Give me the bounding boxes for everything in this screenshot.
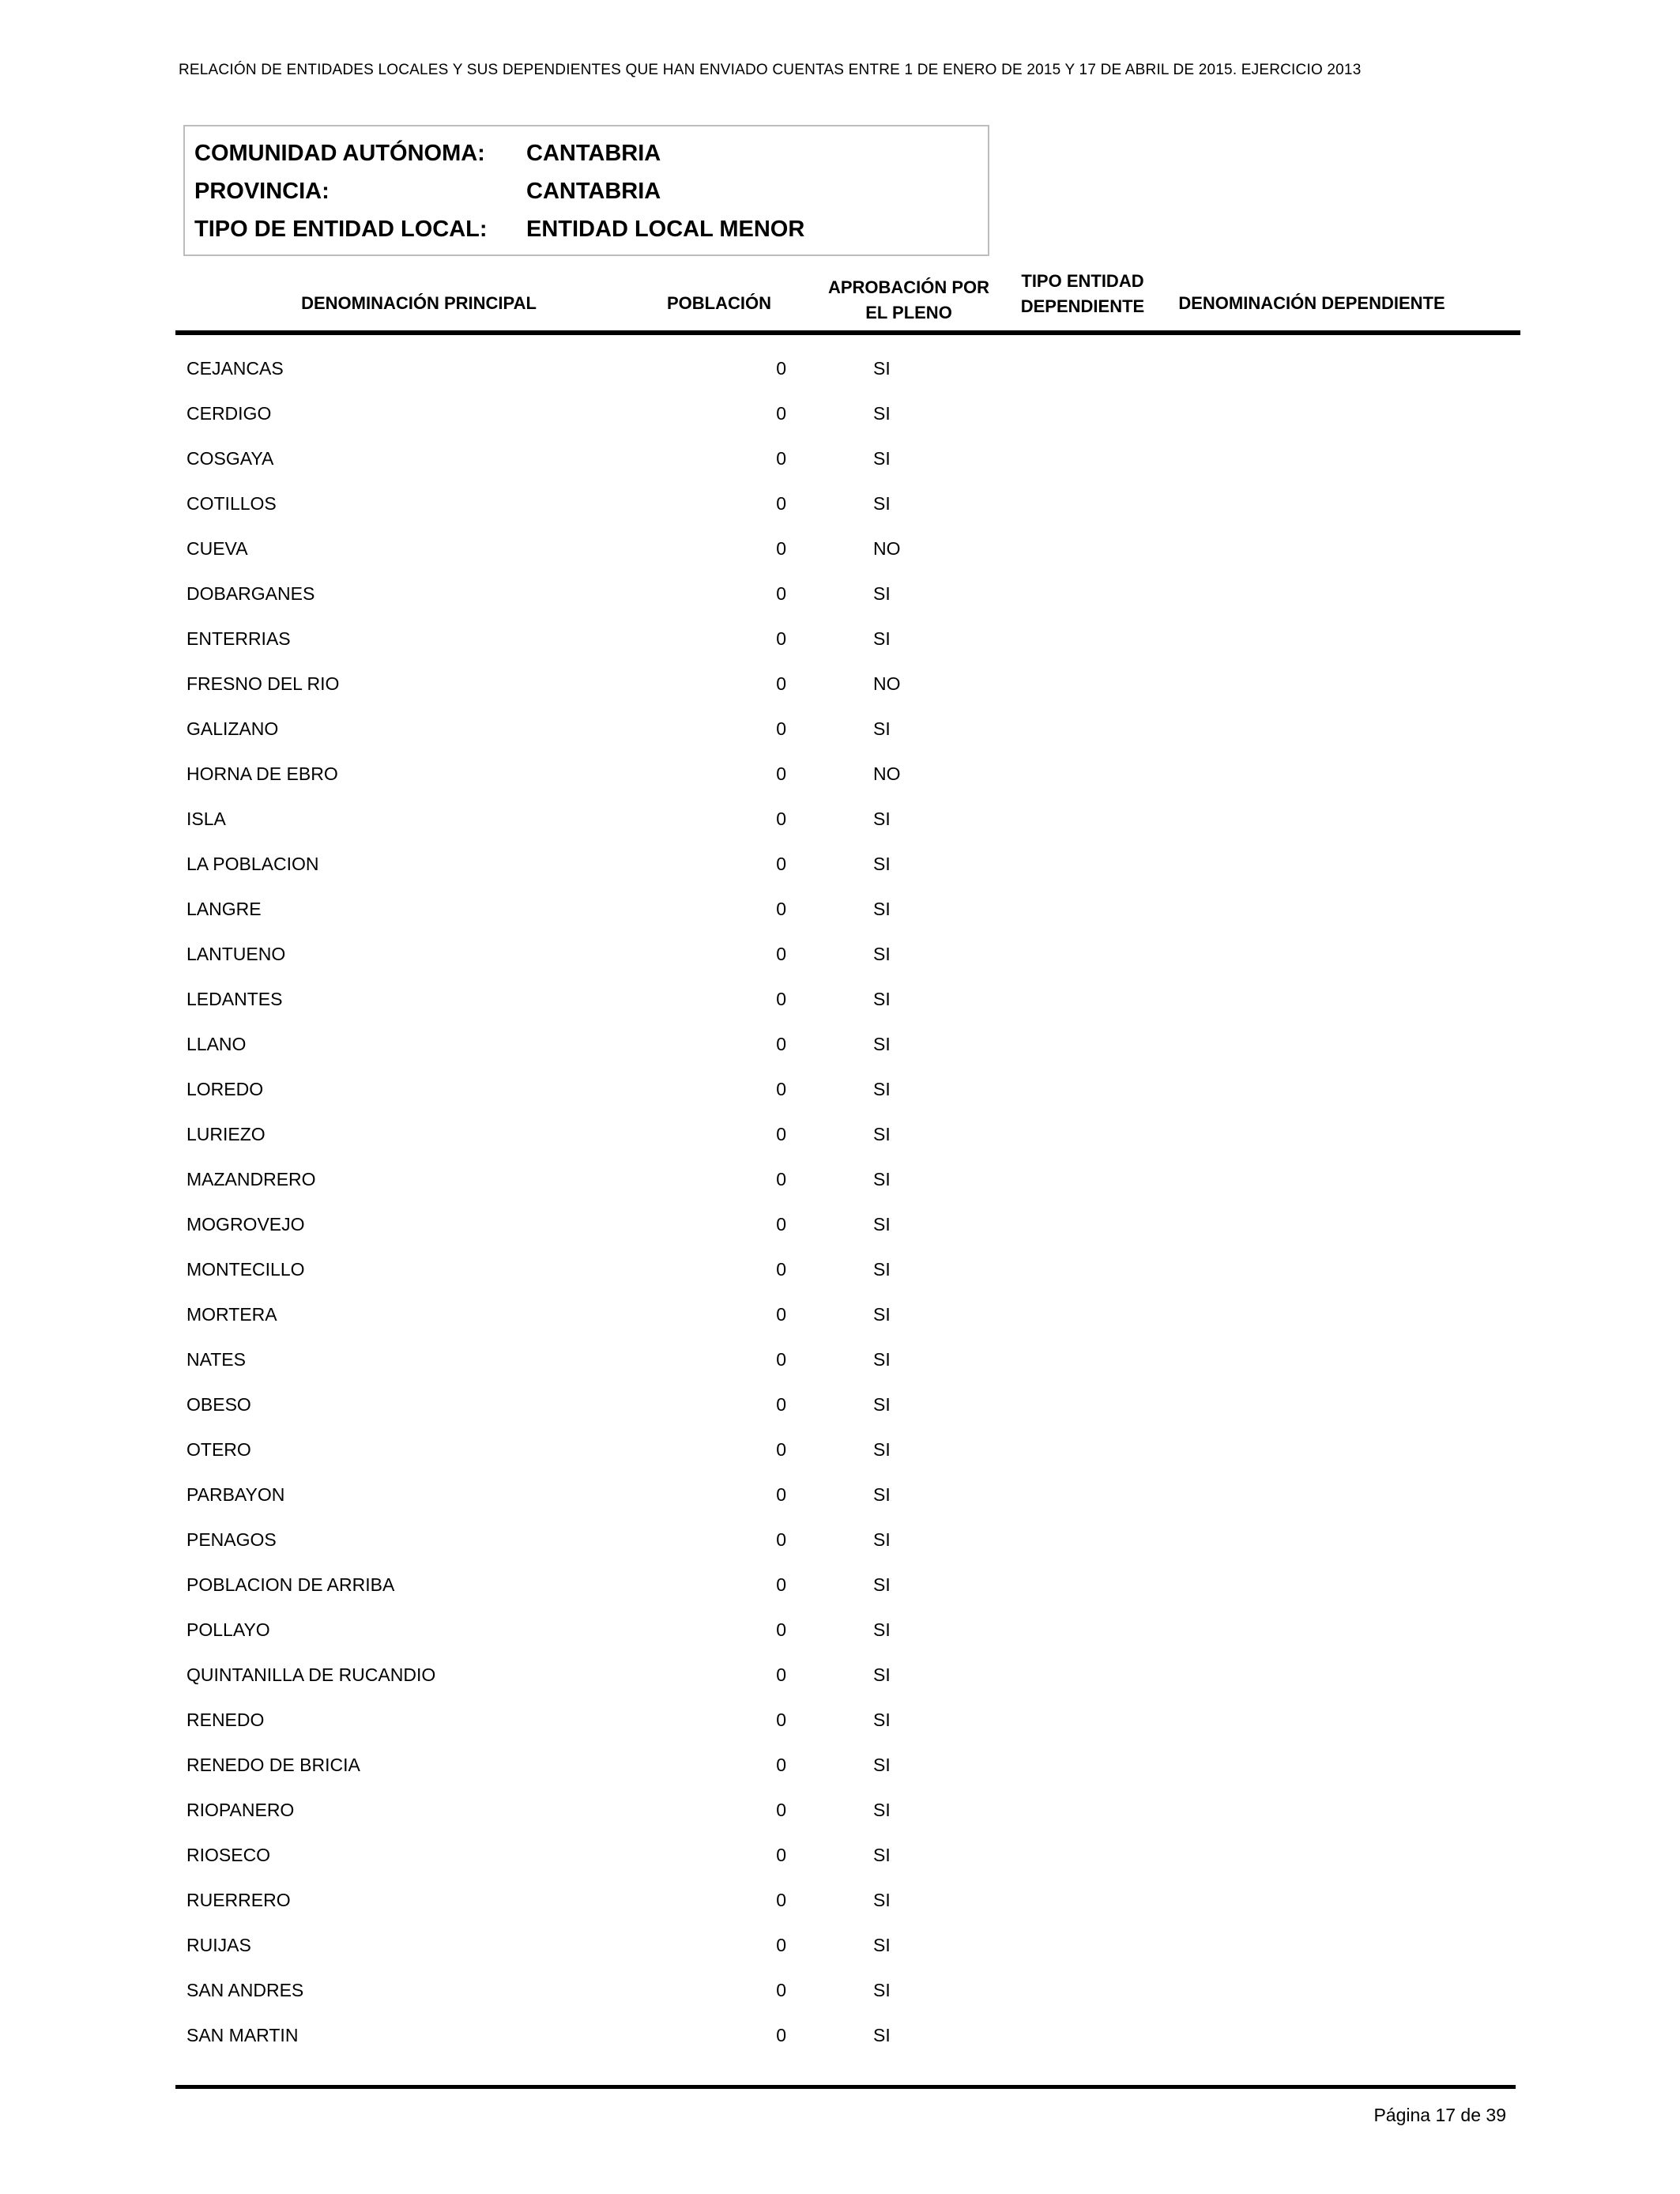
poblacion-cell: 0 bbox=[776, 403, 786, 424]
denominacion-cell: COSGAYA bbox=[186, 448, 274, 469]
poblacion-cell: 0 bbox=[776, 628, 786, 649]
poblacion-cell: 0 bbox=[776, 1034, 786, 1054]
poblacion-cell: 0 bbox=[776, 854, 786, 874]
table-row bbox=[0, 1214, 1680, 1259]
aprobacion-cell: SI bbox=[873, 1304, 891, 1325]
aprobacion-cell: SI bbox=[873, 628, 891, 649]
denominacion-cell: RENEDO bbox=[186, 1710, 265, 1730]
aprobacion-cell: SI bbox=[873, 899, 891, 919]
tipo-header-line2: DEPENDIENTE bbox=[1020, 296, 1145, 316]
poblacion-cell: 0 bbox=[776, 1619, 786, 1640]
tipo-header-line1: TIPO ENTIDAD bbox=[1021, 271, 1144, 291]
aprobacion-cell: SI bbox=[873, 1439, 891, 1460]
aprobacion-cell: SI bbox=[873, 989, 891, 1009]
denominacion-cell: LA POBLACION bbox=[186, 854, 319, 874]
aprobacion-header-line1: APROBACIÓN POR bbox=[827, 277, 990, 297]
table-row bbox=[0, 1124, 1680, 1169]
table-row bbox=[0, 854, 1680, 899]
denominacion-cell: RIOPANERO bbox=[186, 1800, 295, 1820]
denominacion-cell: MORTERA bbox=[186, 1304, 277, 1325]
aprobacion-cell: SI bbox=[873, 718, 891, 739]
poblacion-cell: 0 bbox=[776, 899, 786, 919]
poblacion-cell: 0 bbox=[776, 493, 786, 514]
denominacion-cell: LOREDO bbox=[186, 1079, 264, 1099]
denominacion-cell: OTERO bbox=[186, 1439, 251, 1460]
header-divider bbox=[175, 330, 1520, 335]
poblacion-cell: 0 bbox=[776, 718, 786, 739]
table-row bbox=[0, 2025, 1680, 2070]
tipo-entidad-label: TIPO DE ENTIDAD LOCAL: bbox=[194, 217, 488, 242]
provincia-label: PROVINCIA: bbox=[194, 179, 330, 204]
denominacion-cell: ENTERRIAS bbox=[186, 628, 291, 649]
denominacion-cell: LEDANTES bbox=[186, 989, 283, 1009]
aprobacion-cell: NO bbox=[873, 538, 901, 559]
aprobacion-cell: SI bbox=[873, 1259, 891, 1280]
aprobacion-header-line2: EL PLENO bbox=[865, 303, 952, 322]
poblacion-cell: 0 bbox=[776, 1574, 786, 1595]
denominacion-cell: ISLA bbox=[186, 809, 226, 829]
table-row bbox=[0, 1169, 1680, 1214]
aprobacion-cell: SI bbox=[873, 1980, 891, 2000]
provincia-value: CANTABRIA bbox=[526, 179, 661, 204]
table-row bbox=[0, 989, 1680, 1034]
aprobacion-cell: SI bbox=[873, 1394, 891, 1415]
poblacion-cell: 0 bbox=[776, 1394, 786, 1415]
poblacion-cell: 0 bbox=[776, 1980, 786, 2000]
aprobacion-cell: NO bbox=[873, 673, 901, 694]
poblacion-cell: 0 bbox=[776, 1124, 786, 1144]
denominacion-cell: SAN MARTIN bbox=[186, 2025, 299, 2045]
aprobacion-cell: SI bbox=[873, 1710, 891, 1730]
denominacion-cell: PENAGOS bbox=[186, 1529, 277, 1550]
table-row bbox=[0, 1619, 1680, 1664]
denominacion-cell: MONTECILLO bbox=[186, 1259, 305, 1280]
table-row bbox=[0, 763, 1680, 809]
poblacion-cell: 0 bbox=[776, 1529, 786, 1550]
denominacion-cell: POBLACION DE ARRIBA bbox=[186, 1574, 395, 1595]
table-row bbox=[0, 538, 1680, 583]
aprobacion-cell: SI bbox=[873, 1890, 891, 1910]
table-row bbox=[0, 403, 1680, 448]
table-row bbox=[0, 1574, 1680, 1619]
denominacion-cell: FRESNO DEL RIO bbox=[186, 673, 340, 694]
table-row bbox=[0, 1664, 1680, 1710]
aprobacion-cell: SI bbox=[873, 358, 891, 379]
aprobacion-cell: SI bbox=[873, 1664, 891, 1685]
poblacion-cell: 0 bbox=[776, 1710, 786, 1730]
aprobacion-cell: SI bbox=[873, 1619, 891, 1640]
aprobacion-cell: SI bbox=[873, 1484, 891, 1505]
poblacion-cell: 0 bbox=[776, 358, 786, 379]
denominacion-cell: SAN ANDRES bbox=[186, 1980, 304, 2000]
poblacion-cell: 0 bbox=[776, 583, 786, 604]
footer-divider bbox=[175, 2085, 1516, 2089]
column-header-tipo-entidad bbox=[1004, 269, 1162, 319]
poblacion-cell: 0 bbox=[776, 944, 786, 964]
column-header-aprobacion bbox=[814, 275, 1004, 326]
table-row bbox=[0, 493, 1680, 538]
aprobacion-cell: SI bbox=[873, 1169, 891, 1189]
tipo-entidad-value: ENTIDAD LOCAL MENOR bbox=[526, 217, 805, 242]
table-row bbox=[0, 1845, 1680, 1890]
aprobacion-cell: SI bbox=[873, 944, 891, 964]
poblacion-cell: 0 bbox=[776, 809, 786, 829]
table-row bbox=[0, 1394, 1680, 1439]
poblacion-cell: 0 bbox=[776, 1349, 786, 1370]
table-row bbox=[0, 718, 1680, 763]
poblacion-cell: 0 bbox=[776, 763, 786, 784]
denominacion-cell: CERDIGO bbox=[186, 403, 272, 424]
aprobacion-cell: SI bbox=[873, 583, 891, 604]
poblacion-cell: 0 bbox=[776, 1755, 786, 1775]
column-header-denominacion-dependiente: DENOMINACIÓN DEPENDIENTE bbox=[1178, 293, 1445, 313]
aprobacion-cell: SI bbox=[873, 1124, 891, 1144]
aprobacion-cell: SI bbox=[873, 1034, 891, 1054]
aprobacion-cell: SI bbox=[873, 403, 891, 424]
table-row bbox=[0, 1349, 1680, 1394]
poblacion-cell: 0 bbox=[776, 1890, 786, 1910]
denominacion-cell: QUINTANILLA DE RUCANDIO bbox=[186, 1664, 436, 1685]
aprobacion-cell: SI bbox=[873, 1800, 891, 1820]
aprobacion-cell: SI bbox=[873, 448, 891, 469]
comunidad-label: COMUNIDAD AUTÓNOMA: bbox=[194, 141, 485, 166]
table-row bbox=[0, 358, 1680, 403]
poblacion-cell: 0 bbox=[776, 1439, 786, 1460]
table-row bbox=[0, 1439, 1680, 1484]
denominacion-cell: POLLAYO bbox=[186, 1619, 270, 1640]
denominacion-cell: MAZANDRERO bbox=[186, 1169, 316, 1189]
denominacion-cell: CEJANCAS bbox=[186, 358, 284, 379]
denominacion-cell: DOBARGANES bbox=[186, 583, 315, 604]
aprobacion-cell: SI bbox=[873, 1079, 891, 1099]
aprobacion-cell: SI bbox=[873, 2025, 891, 2045]
denominacion-cell: CUEVA bbox=[186, 538, 248, 559]
poblacion-cell: 0 bbox=[776, 1259, 786, 1280]
aprobacion-cell: SI bbox=[873, 1529, 891, 1550]
denominacion-cell: HORNA DE EBRO bbox=[186, 763, 338, 784]
column-header-denominacion-principal: DENOMINACIÓN PRINCIPAL bbox=[301, 293, 537, 313]
table-row bbox=[0, 1484, 1680, 1529]
table-row bbox=[0, 1529, 1680, 1574]
table-row bbox=[0, 1259, 1680, 1304]
table-row bbox=[0, 1034, 1680, 1079]
denominacion-cell: LURIEZO bbox=[186, 1124, 266, 1144]
table-row bbox=[0, 899, 1680, 944]
table-row bbox=[0, 1935, 1680, 1980]
poblacion-cell: 0 bbox=[776, 1935, 786, 1955]
poblacion-cell: 0 bbox=[776, 448, 786, 469]
poblacion-cell: 0 bbox=[776, 1169, 786, 1189]
table-row bbox=[0, 1304, 1680, 1349]
poblacion-cell: 0 bbox=[776, 1304, 786, 1325]
poblacion-cell: 0 bbox=[776, 1664, 786, 1685]
table-row bbox=[0, 1710, 1680, 1755]
table-row bbox=[0, 1890, 1680, 1935]
denominacion-cell: MOGROVEJO bbox=[186, 1214, 305, 1235]
aprobacion-cell: SI bbox=[873, 1574, 891, 1595]
denominacion-cell: LANTUENO bbox=[186, 944, 286, 964]
aprobacion-cell: SI bbox=[873, 1755, 891, 1775]
denominacion-cell: RUERRERO bbox=[186, 1890, 291, 1910]
document-title: RELACIÓN DE ENTIDADES LOCALES Y SUS DEPENDIENTES QUE HAN ENVIADO CUENTAS ENTRE 1 DE ENERO DE 2015 Y 17 DE ABRIL DE 2015. EJERCICIO 2013 bbox=[179, 62, 1362, 78]
table-row bbox=[0, 1800, 1680, 1845]
denominacion-cell: OBESO bbox=[186, 1394, 251, 1415]
aprobacion-cell: SI bbox=[873, 1349, 891, 1370]
poblacion-cell: 0 bbox=[776, 2025, 786, 2045]
denominacion-cell: RENEDO DE BRICIA bbox=[186, 1755, 360, 1775]
poblacion-cell: 0 bbox=[776, 1845, 786, 1865]
aprobacion-cell: NO bbox=[873, 763, 901, 784]
aprobacion-cell: SI bbox=[873, 493, 891, 514]
denominacion-cell: LANGRE bbox=[186, 899, 262, 919]
table-row bbox=[0, 583, 1680, 628]
table-row bbox=[0, 448, 1680, 493]
denominacion-cell: GALIZANO bbox=[186, 718, 279, 739]
denominacion-cell: RUIJAS bbox=[186, 1935, 251, 1955]
entity-table-body bbox=[0, 358, 1680, 2070]
column-header-poblacion: POBLACIÓN bbox=[667, 293, 771, 313]
aprobacion-cell: SI bbox=[873, 1214, 891, 1235]
table-row bbox=[0, 673, 1680, 718]
denominacion-cell: PARBAYON bbox=[186, 1484, 285, 1505]
table-row bbox=[0, 1079, 1680, 1124]
denominacion-cell: COTILLOS bbox=[186, 493, 277, 514]
table-row bbox=[0, 1980, 1680, 2025]
aprobacion-cell: SI bbox=[873, 1845, 891, 1865]
poblacion-cell: 0 bbox=[776, 1214, 786, 1235]
page-number: Página 17 de 39 bbox=[1373, 2105, 1506, 2125]
comunidad-value: CANTABRIA bbox=[526, 141, 661, 166]
poblacion-cell: 0 bbox=[776, 1800, 786, 1820]
entity-info-box bbox=[183, 125, 989, 256]
aprobacion-cell: SI bbox=[873, 1935, 891, 1955]
table-row bbox=[0, 1755, 1680, 1800]
table-row bbox=[0, 809, 1680, 854]
table-row bbox=[0, 628, 1680, 673]
table-row bbox=[0, 944, 1680, 989]
denominacion-cell: LLANO bbox=[186, 1034, 247, 1054]
poblacion-cell: 0 bbox=[776, 538, 786, 559]
denominacion-cell: NATES bbox=[186, 1349, 246, 1370]
aprobacion-cell: SI bbox=[873, 809, 891, 829]
poblacion-cell: 0 bbox=[776, 1484, 786, 1505]
aprobacion-cell: SI bbox=[873, 854, 891, 874]
poblacion-cell: 0 bbox=[776, 673, 786, 694]
poblacion-cell: 0 bbox=[776, 1079, 786, 1099]
denominacion-cell: RIOSECO bbox=[186, 1845, 271, 1865]
poblacion-cell: 0 bbox=[776, 989, 786, 1009]
